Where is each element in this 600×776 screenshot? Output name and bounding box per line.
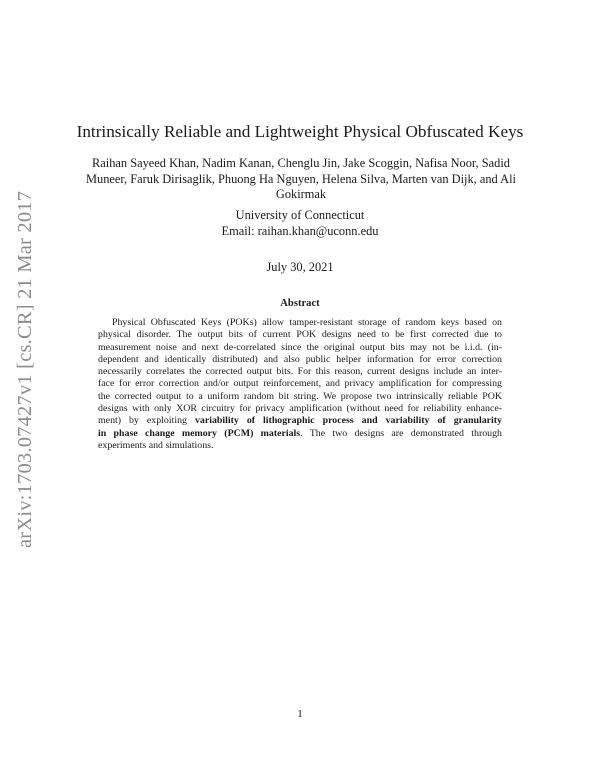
abstract-line: necessarily correlates the corrected output bits. For this reason, current designs include an inter- — [98, 366, 502, 378]
abstract-line: physical disorder. The output bits of current POK designs need to be first corrected due to — [98, 329, 502, 341]
abstract-text: ment) by exploiting — [98, 415, 195, 427]
paper-date: July 30, 2021 — [266, 260, 334, 274]
abstract-body — [98, 317, 502, 452]
affiliation: University of Connecticut — [235, 208, 365, 222]
abstract-heading: Abstract — [280, 298, 320, 309]
author-list — [80, 156, 522, 203]
author-line: Muneer, Faruk Dirisaglik, Phuong Ha Nguyen, Helena Silva, Marten van Dijk, and Ali — [86, 171, 516, 186]
abstract-line: experiments and simulations. — [98, 439, 214, 451]
author-line: Raihan Sayeed Khan, Nadim Kanan, Chenglu Jin, Jake Scoggin, Nafisa Noor, Sadid — [92, 156, 510, 170]
abstract-emphasis: variability of lithographic process and variability of granularity — [194, 415, 502, 427]
abstract-line: designs with only XOR circuitry for privacy amplification (without need for reliability enhance- — [98, 403, 502, 415]
abstract-line — [98, 415, 502, 427]
paper-title: Intrinsically Reliable and Lightweight Physical Obfuscated Keys — [76, 122, 524, 141]
abstract-line: Physical Obfuscated Keys (POKs) allow tamper-resistant storage of random keys based on — [112, 317, 502, 328]
abstract-text: . The two designs are demonstrated through — [300, 427, 502, 439]
abstract-line: face for error correction and/or output reinforcement, and privacy amplification for compressing — [98, 378, 502, 390]
affiliation-block — [150, 208, 450, 239]
abstract-line — [98, 428, 502, 440]
page-number: 1 — [297, 708, 303, 720]
arxiv-identifier-stamp: arXiv:1703.07427v1 [cs.CR] 21 Mar 2017 — [14, 190, 36, 548]
abstract-line: measurement noise and next de-correlated since the original output bits may not be i.i.d. (in- — [98, 341, 502, 353]
author-line: Gokirmak — [275, 187, 327, 202]
abstract-emphasis: in phase change memory (PCM) materials — [98, 427, 301, 439]
abstract-line: the corrected output to a uniform random bit string. We propose two intrinsically reliable POK — [98, 390, 502, 402]
author-email: Email: raihan.khan@uconn.edu — [221, 223, 379, 238]
abstract-line: dependent and identically distributed) and also public helper information for error correction — [98, 353, 502, 365]
